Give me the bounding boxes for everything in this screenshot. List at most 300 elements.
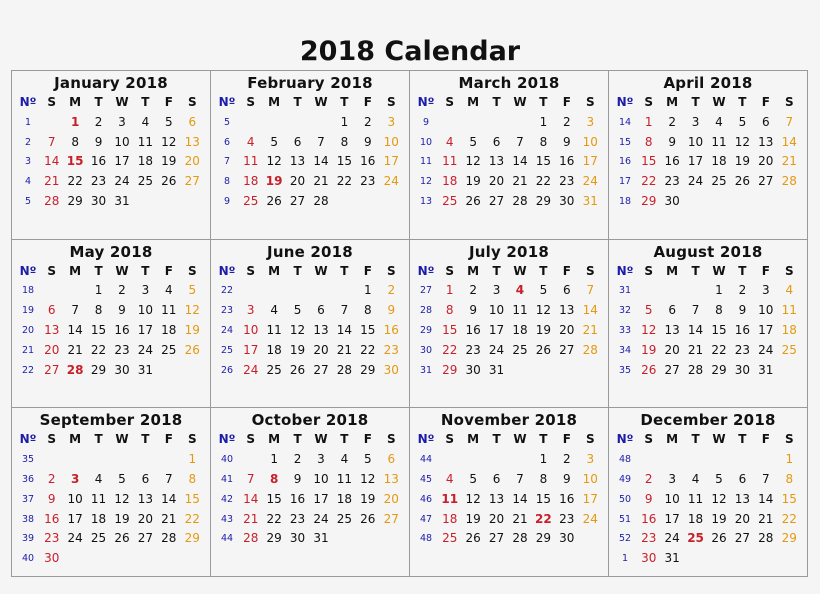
day-cell: 11 [442,154,458,169]
week-row [16,490,204,510]
day-cell: 12 [535,303,552,318]
week-row [215,133,403,153]
month-block [609,408,808,577]
day-cell [555,361,578,381]
week-number: 46 [419,493,433,505]
day-cell: 18 [336,491,353,506]
week-row [613,301,801,321]
day-cell: 27 [734,531,751,546]
days-table [215,93,403,212]
weekday-header: W [314,432,328,447]
day-cell: 13 [184,134,200,149]
day-cell: 30 [44,551,60,566]
day-cell: 25 [512,342,528,357]
day-cell: 30 [664,193,680,208]
day-cell: 16 [114,323,130,338]
day-cell [356,192,379,212]
day-cell: 29 [90,362,107,377]
day-cell: 16 [734,323,751,338]
week-row [16,113,204,133]
day-cell: 20 [559,323,575,338]
day-cell: 23 [465,342,481,357]
weekday-header: F [164,263,173,278]
day-cell: 22 [442,342,458,357]
week-number: 41 [220,473,234,485]
day-cell: 10 [383,134,399,149]
day-cell: 17 [687,154,704,169]
day-cell: 8 [188,471,197,486]
day-cell [508,361,531,381]
day-cell: 9 [387,303,396,318]
day-cell [181,361,204,381]
day-cell: 28 [243,531,259,546]
week-row [414,510,602,530]
day-cell: 15 [442,323,458,338]
weekday-header-row [414,93,602,113]
week-row [613,361,801,381]
day-cell: 3 [492,283,501,298]
day-cell [461,113,484,133]
day-cell: 6 [492,134,501,149]
day-cell: 14 [758,491,774,506]
weekday-header: T [94,432,103,447]
day-cell: 2 [738,283,747,298]
day-cell [485,113,508,133]
day-cell: 30 [289,531,306,546]
day-cell [40,450,63,470]
weekday-header-row [215,93,403,113]
day-cell [637,450,660,470]
day-cell: 19 [734,154,751,169]
week-row [414,152,602,172]
weekday-header: S [47,432,57,447]
day-cell: 13 [734,491,751,506]
weekday-header: M [666,263,679,278]
weekday-header: F [761,95,770,109]
day-cell: 23 [641,531,657,546]
day-cell: 1 [785,452,794,467]
week-number: 13 [419,195,433,207]
day-cell [333,529,356,549]
week-number: 17 [618,176,632,188]
weekday-header: W [712,95,726,109]
day-cell [380,529,403,549]
weekday-header: S [585,263,595,278]
week-row [414,172,602,192]
month-title: February 2018 [247,74,373,92]
day-cell: 21 [687,342,704,357]
day-cell: 29 [442,362,458,377]
day-cell: 17 [243,342,259,357]
day-cell: 4 [141,114,150,129]
day-cell: 30 [90,193,107,208]
week-row [613,281,801,301]
day-cell: 16 [465,323,481,338]
day-cell: 30 [114,362,130,377]
day-cell: 19 [641,342,657,357]
month-block [211,71,410,240]
day-cell: 7 [586,283,595,298]
day-cell [63,281,86,301]
day-cell: 28 [161,531,177,546]
week-number: 32 [618,305,632,317]
week-number: 8 [223,176,231,188]
week-number: 19 [21,305,35,317]
day-cell: 7 [317,134,325,149]
weekday-header: S [386,263,396,278]
weekday-header-row [16,430,204,450]
day-cell: 23 [44,531,60,546]
day-cell [508,450,531,470]
week-number: 10 [419,136,433,148]
day-cell: 7 [47,134,56,149]
day-cell: 9 [469,303,477,318]
day-cell: 6 [668,303,676,318]
week-row [414,192,602,212]
week-number: 35 [618,364,632,376]
day-cell: 14 [336,323,353,338]
day-cell: 17 [582,491,598,506]
weekday-header: W [513,95,527,109]
day-cell [778,361,801,381]
day-cell [754,450,777,470]
day-cell: 27 [184,174,200,189]
day-cell [110,450,133,470]
day-cell: 20 [289,174,306,189]
day-cell: 6 [563,283,571,298]
week-row [414,341,602,361]
day-cell [660,450,683,470]
week-number: 6 [223,136,231,148]
weekday-header: M [666,95,679,109]
day-cell: 25 [711,174,727,189]
day-cell: 31 [313,531,329,546]
day-cell: 14 [512,154,528,169]
day-cell: 9 [94,134,103,149]
week-row [414,450,602,470]
weekday-header: F [562,432,571,447]
week-row [16,192,204,212]
weekday-header: T [492,432,501,447]
day-cell: 2 [47,471,56,486]
day-cell: 5 [469,471,477,486]
week-number: 25 [220,344,234,356]
day-cell: 4 [340,452,349,467]
week-number-header: Nº [417,432,435,447]
day-cell: 13 [137,491,154,506]
day-cell: 22 [336,174,353,189]
month-title: September 2018 [39,411,183,430]
week-row [16,133,204,153]
day-cell: 14 [161,491,177,506]
weekday-header: T [492,95,501,109]
day-cell: 28 [512,531,528,546]
weekday-header: S [784,95,794,109]
day-cell: 11 [336,471,353,486]
week-row [215,341,403,361]
month-block [609,240,808,409]
week-number-header: Nº [19,432,37,447]
day-cell: 22 [266,511,282,526]
day-cell: 19 [711,511,727,526]
day-cell: 2 [94,114,103,129]
week-row [16,361,204,381]
day-cell: 14 [582,303,598,318]
day-cell: 17 [582,154,598,169]
weekday-header: S [246,432,256,447]
day-cell: 30 [559,193,575,208]
week-number: 50 [618,493,632,505]
day-cell: 27 [758,174,774,189]
day-cell: 5 [188,283,197,298]
week-number: 52 [618,533,632,545]
weekday-header: S [47,95,57,109]
day-cell: 10 [114,134,130,149]
day-cell: 6 [141,471,150,486]
week-number: 45 [419,473,433,485]
day-cell: 13 [289,154,306,169]
day-cell [157,549,180,569]
weekday-header: F [562,95,571,109]
week-number: 26 [220,364,234,376]
day-cell: 22 [90,342,107,357]
weekday-header: T [340,432,349,447]
week-row [215,113,403,133]
day-cell [239,113,262,133]
day-cell: 20 [383,491,399,506]
day-cell: 25 [687,531,704,546]
weekday-header: T [738,263,747,278]
weekday-header: S [585,432,595,447]
week-row [215,192,403,212]
week-number: 40 [21,553,35,565]
day-cell: 27 [44,362,60,377]
week-row [215,301,403,321]
weekday-header-row [215,430,403,450]
day-cell: 12 [641,323,657,338]
week-number-header: Nº [218,263,236,278]
week-row [16,321,204,341]
day-cell [579,361,602,381]
day-cell: 23 [383,342,399,357]
day-cell: 27 [137,531,154,546]
weekday-header: T [539,95,548,109]
day-cell: 6 [47,303,56,318]
day-cell: 30 [383,362,399,377]
days-table [16,93,204,212]
calendar-grid [11,70,808,577]
day-cell [684,281,707,301]
day-cell: 21 [67,342,83,357]
day-cell: 3 [317,452,325,467]
weekday-header: T [141,432,150,447]
weekday-header: S [784,263,794,278]
day-cell: 29 [535,531,552,546]
week-number: 9 [223,195,231,207]
day-cell: 7 [340,303,349,318]
week-number: 33 [618,325,632,337]
day-cell: 12 [465,491,481,506]
day-cell [157,192,180,212]
day-cell: 2 [469,283,477,298]
day-cell: 2 [563,452,571,467]
week-row [414,133,602,153]
day-cell: 24 [114,174,130,189]
day-cell: 14 [781,134,797,149]
week-row [215,529,403,549]
day-cell [40,113,63,133]
week-number-header: Nº [19,263,37,278]
day-cell: 4 [94,471,103,486]
day-cell: 29 [781,531,797,546]
day-cell: 23 [360,174,376,189]
week-number-header: Nº [616,432,634,447]
day-cell: 22 [641,174,657,189]
week-row [215,470,403,490]
day-cell [181,549,204,569]
day-cell: 24 [758,342,774,357]
week-number: 30 [419,344,433,356]
day-cell: 15 [535,154,552,169]
day-cell: 1 [340,114,349,129]
day-cell: 21 [582,323,598,338]
week-row [215,321,403,341]
day-cell [707,192,730,212]
day-cell: 12 [360,471,376,486]
days-table [613,430,801,569]
day-cell: 24 [664,531,680,546]
weekday-header: W [513,263,527,278]
day-cell: 13 [44,323,60,338]
month-title: October 2018 [251,411,369,430]
day-cell: 4 [165,283,173,298]
day-cell: 7 [516,471,524,486]
day-cell [309,113,332,133]
day-cell: 15 [641,154,657,169]
day-cell: 29 [67,193,83,208]
day-cell: 5 [270,134,278,149]
week-number: 20 [21,325,35,337]
week-row [414,321,602,341]
day-cell [356,529,379,549]
day-cell: 19 [114,511,130,526]
weekday-header-row [16,93,204,113]
day-cell: 7 [516,134,524,149]
month-title: January 2018 [54,74,168,92]
weekday-header: T [738,95,747,109]
weekday-header: W [712,432,726,447]
day-cell: 14 [44,154,60,169]
day-cell: 10 [243,323,259,338]
day-cell: 17 [67,511,83,526]
day-cell: 14 [67,323,83,338]
month-block [609,71,808,240]
week-number: 44 [220,533,234,545]
day-cell: 8 [71,134,79,149]
day-cell: 22 [535,174,552,189]
day-cell [731,549,754,569]
day-cell: 19 [465,511,481,526]
weekday-header: S [47,263,57,278]
week-row [414,529,602,549]
day-cell: 29 [641,193,657,208]
day-cell: 10 [582,134,598,149]
day-cell [262,281,285,301]
day-cell: 23 [114,342,130,357]
day-cell [380,192,403,212]
week-row [414,470,602,490]
day-cell: 31 [664,551,680,566]
day-cell [461,450,484,470]
day-cell: 26 [289,362,306,377]
week-number: 31 [618,285,632,297]
day-cell [438,450,461,470]
week-number: 5 [24,195,32,207]
day-cell: 27 [488,193,505,208]
day-cell: 22 [67,174,83,189]
month-title: July 2018 [469,242,549,261]
week-number-header: Nº [417,95,435,109]
day-cell: 3 [586,114,595,129]
day-cell [731,192,754,212]
days-table [613,93,801,212]
day-cell [87,549,110,569]
week-row [16,549,204,569]
week-row [613,490,801,510]
days-table [16,430,204,569]
day-cell: 3 [586,452,595,467]
weekday-header: M [268,432,281,447]
day-cell: 28 [687,362,704,377]
day-cell: 29 [711,362,727,377]
week-number: 3 [24,156,32,168]
day-cell [181,192,204,212]
day-cell [262,113,285,133]
weekday-header: S [644,95,654,109]
weekday-header: W [314,263,328,278]
day-cell: 22 [184,511,200,526]
week-number: 14 [618,116,632,128]
weekday-header: F [363,432,372,447]
day-cell: 4 [515,283,525,298]
day-cell: 12 [266,154,282,169]
day-cell: 19 [360,491,376,506]
weekday-header: S [445,432,455,447]
day-cell: 26 [266,193,282,208]
day-cell: 16 [289,491,306,506]
weekday-header: S [585,95,595,109]
day-cell: 11 [137,134,154,149]
day-cell: 9 [563,471,571,486]
weekday-header: W [115,95,129,109]
day-cell: 16 [44,511,60,526]
day-cell: 24 [243,362,259,377]
week-row [414,281,602,301]
day-cell: 13 [488,154,505,169]
weekday-header: T [691,95,700,109]
week-number: 22 [21,364,35,376]
weekday-header: T [691,432,700,447]
week-number: 42 [220,493,234,505]
weekday-header: S [187,432,197,447]
day-cell [754,549,777,569]
day-cell: 26 [184,342,200,357]
day-cell: 15 [266,491,282,506]
week-number: 38 [21,513,35,525]
day-cell: 10 [137,303,154,318]
day-cell: 12 [289,323,306,338]
day-cell: 1 [70,114,80,129]
